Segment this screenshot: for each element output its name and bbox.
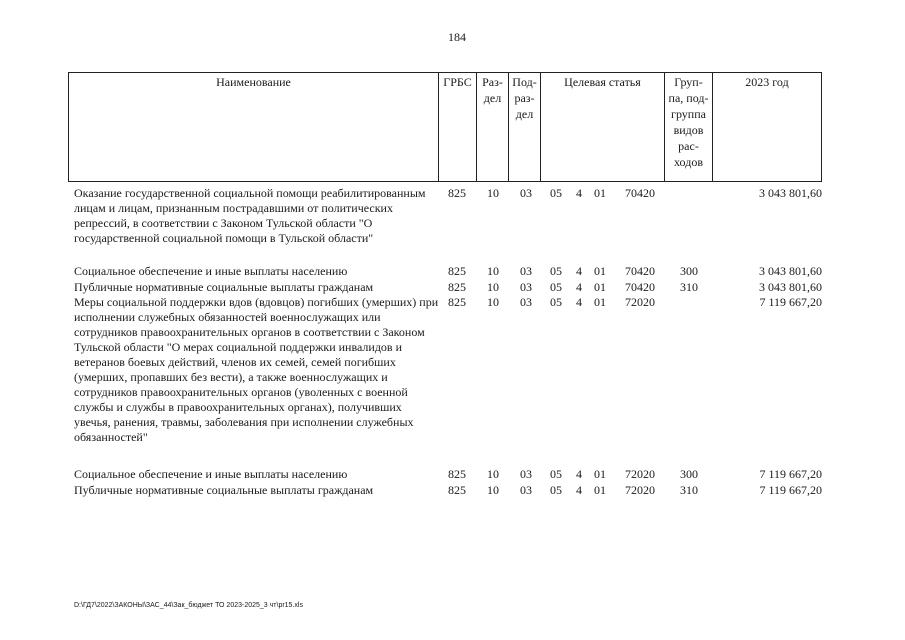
row-sum: 7 119 667,20 [759, 483, 822, 497]
header-podrazdel: Под- раз- дел [509, 73, 541, 181]
row-target-main: 01 [594, 467, 606, 481]
row-razdel: 10 [487, 483, 499, 497]
row-grbs: 825 [448, 280, 466, 294]
row-grbs: 825 [448, 186, 466, 200]
row-target-type: 4 [576, 280, 582, 294]
header-vr: Груп- па, под- группа видов рас- ходов [665, 73, 713, 181]
row-target-type: 4 [576, 483, 582, 497]
row-vr: 300 [680, 467, 698, 481]
row-target-type: 4 [576, 264, 582, 278]
row-vr: 300 [680, 264, 698, 278]
row-target-type: 4 [576, 295, 582, 309]
row-razdel: 10 [487, 186, 499, 200]
row-grbs: 825 [448, 483, 466, 497]
row-target-direction: 72020 [625, 295, 655, 309]
row-target-direction: 70420 [625, 280, 655, 294]
row-sum: 3 043 801,60 [759, 264, 822, 278]
row-podrazdel: 03 [520, 186, 532, 200]
row-razdel: 10 [487, 467, 499, 481]
row-target-type: 4 [576, 186, 582, 200]
row-target-direction: 70420 [625, 264, 655, 278]
row-vr: 310 [680, 483, 698, 497]
row-target-program: 05 [550, 295, 562, 309]
header-grbs: ГРБС [439, 73, 477, 181]
row-razdel: 10 [487, 280, 499, 294]
header-razdel: Раз- дел [477, 73, 509, 181]
row-sum: 7 119 667,20 [759, 295, 822, 309]
row-podrazdel: 03 [520, 280, 532, 294]
row-target-main: 01 [594, 295, 606, 309]
row-name: Публичные нормативные социальные выплаты гражданам [74, 280, 374, 294]
header-year: 2023 год [745, 75, 789, 89]
row-grbs: 825 [448, 295, 466, 309]
row-razdel: 10 [487, 264, 499, 278]
row-target-main: 01 [594, 483, 606, 497]
row-grbs: 825 [448, 264, 466, 278]
row-target-program: 05 [550, 467, 562, 481]
row-podrazdel: 03 [520, 467, 532, 481]
row-vr: 310 [680, 280, 698, 294]
row-grbs: 825 [448, 467, 466, 481]
row-podrazdel: 03 [520, 483, 532, 497]
file-path-footer: D:\ГД7\2022\ЗАКОНЫ\ЗАС_44\Зак_бюджет ТО 2023-2025_3 чт\pr15.xls [74, 602, 303, 609]
row-name: Оказание государственной социальной помощи реабилитированным лицам и лицам, признанным пострадавшими от политических репрессий, в соответствии с Законом Тульской области "О государственной социальной помощи в Тульской области" [74, 186, 426, 245]
row-podrazdel: 03 [520, 295, 532, 309]
table-header [68, 72, 822, 182]
header-name: Наименование [69, 73, 439, 181]
row-target-direction: 70420 [625, 186, 655, 200]
row-target-direction: 72020 [625, 483, 655, 497]
row-target-direction: 72020 [625, 467, 655, 481]
row-razdel: 10 [487, 295, 499, 309]
row-podrazdel: 03 [520, 264, 532, 278]
row-target-program: 05 [550, 186, 562, 200]
row-sum: 3 043 801,60 [759, 280, 822, 294]
row-sum: 7 119 667,20 [759, 467, 822, 481]
row-name: Социальное обеспечение и иные выплаты населению [74, 264, 348, 278]
row-target-main: 01 [594, 280, 606, 294]
page-number: 184 [448, 30, 466, 44]
row-target-program: 05 [550, 264, 562, 278]
row-target-type: 4 [576, 467, 582, 481]
row-sum: 3 043 801,60 [759, 186, 822, 200]
header-target: Целевая статья [541, 73, 665, 181]
row-name: Меры социальной поддержки вдов (вдовцов) погибших (умерших) при исполнении служебных обязанностей военнослужащих или сотрудников правоохранительных органов в соответствии с Законом Тульской области "О мерах социальной поддержки инвалидов и ветеранов боевых действий, членов их семей, семей погибших (умерших, пропавших без вести), а также военнослужащих и сотрудников правоохранительных органов (уволенных с военной службы и службы в правоохранительных органах), получивших увечья, ранения, травмы, заболевания при исполнении служебных обязанностей" [74, 295, 439, 444]
row-target-program: 05 [550, 483, 562, 497]
row-name: Социальное обеспечение и иные выплаты населению [74, 467, 348, 481]
row-target-main: 01 [594, 186, 606, 200]
row-name: Публичные нормативные социальные выплаты гражданам [74, 483, 374, 497]
row-target-program: 05 [550, 280, 562, 294]
row-target-main: 01 [594, 264, 606, 278]
